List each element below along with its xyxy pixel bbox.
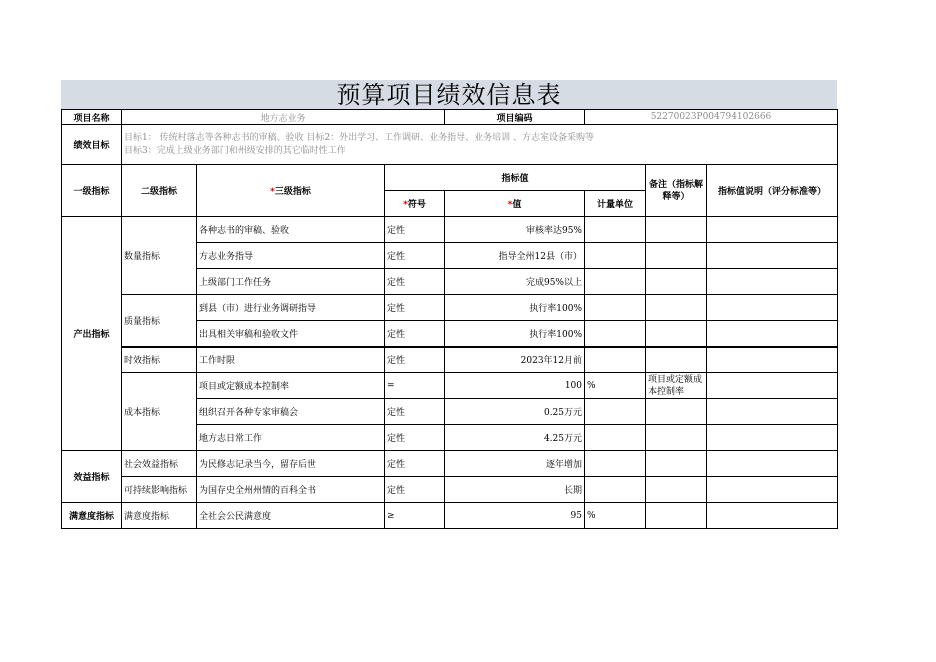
explain-cell[interactable] xyxy=(707,269,838,295)
remark-cell[interactable] xyxy=(646,399,707,425)
subgroup-timeliness: 时效指标 xyxy=(122,347,197,373)
level3-cell[interactable]: 工作时限 xyxy=(197,347,385,373)
goal-line-1: 目标1： 传统村落志等各种志书的审稿、验收 目标2：外出学习、工作调研、业务指导、业务培训 、方志室设备采购等 xyxy=(124,132,595,143)
goal-row xyxy=(62,125,838,165)
explain-cell[interactable] xyxy=(707,295,838,321)
symbol-cell[interactable]: ≥ xyxy=(385,503,445,529)
remark-cell[interactable] xyxy=(646,503,707,529)
value-cell[interactable]: 执行率100% xyxy=(445,295,585,321)
group-output: 产出指标 xyxy=(62,217,122,451)
value-cell[interactable]: 2023年12月前 xyxy=(445,347,585,373)
explain-cell[interactable] xyxy=(707,399,838,425)
explain-cell[interactable] xyxy=(707,347,838,373)
unit-cell[interactable] xyxy=(585,243,646,269)
header-level3: *三级指标 xyxy=(197,165,385,217)
project-row xyxy=(62,110,838,125)
symbol-cell[interactable]: 定性 xyxy=(385,451,445,477)
explain-cell[interactable] xyxy=(707,217,838,243)
table-row xyxy=(62,347,838,373)
unit-cell[interactable] xyxy=(585,477,646,503)
subgroup-social: 社会效益指标 xyxy=(122,451,197,477)
level3-cell[interactable]: 出具相关审稿和验收文件 xyxy=(197,321,385,347)
goal-label: 绩效目标 xyxy=(62,125,122,165)
goal-line-2: 目标3：完成上级业务部门和州级安排的其它临时性工作 xyxy=(124,145,346,156)
performance-table xyxy=(61,109,838,529)
subgroup-sustainable: 可持续影响指标 xyxy=(122,477,197,503)
goal-text[interactable] xyxy=(122,125,838,165)
header-symbol: *符号 xyxy=(385,191,445,217)
level3-cell[interactable]: 方志业务指导 xyxy=(197,243,385,269)
header-row-1 xyxy=(62,165,838,191)
unit-cell[interactable] xyxy=(585,451,646,477)
subgroup-satisfaction: 满意度指标 xyxy=(122,503,197,529)
explain-cell[interactable] xyxy=(707,373,838,399)
remark-cell[interactable] xyxy=(646,451,707,477)
level3-cell[interactable]: 上级部门工作任务 xyxy=(197,269,385,295)
required-star: * xyxy=(403,200,408,210)
value-cell[interactable]: 执行率100% xyxy=(445,321,585,347)
symbol-cell[interactable]: 定性 xyxy=(385,243,445,269)
project-name-value[interactable]: 地方志业务 xyxy=(122,110,445,125)
subgroup-cost: 成本指标 xyxy=(122,373,197,451)
remark-cell[interactable] xyxy=(646,477,707,503)
unit-cell[interactable] xyxy=(585,321,646,347)
required-star: * xyxy=(270,187,275,197)
header-value-group: 指标值 xyxy=(385,165,646,191)
symbol-cell[interactable]: 定性 xyxy=(385,295,445,321)
remark-cell[interactable] xyxy=(646,425,707,451)
value-cell[interactable]: 长期 xyxy=(445,477,585,503)
level3-cell[interactable]: 为国存史全州州情的百科全书 xyxy=(197,477,385,503)
explain-cell[interactable] xyxy=(707,425,838,451)
level3-cell[interactable]: 地方志日常工作 xyxy=(197,425,385,451)
value-cell[interactable]: 指导全州12县（市） xyxy=(445,243,585,269)
header-value: *值 xyxy=(445,191,585,217)
header-remark: 备注（指标解释等） xyxy=(646,165,707,217)
value-cell[interactable]: 95 xyxy=(445,503,585,529)
value-cell[interactable]: 审核率达95% xyxy=(445,217,585,243)
remark-cell[interactable] xyxy=(646,321,707,347)
project-code-label: 项目编码 xyxy=(445,110,585,125)
symbol-cell[interactable]: 定性 xyxy=(385,399,445,425)
sheet-title: 预算项目绩效信息表 xyxy=(61,80,837,109)
unit-cell[interactable]: % xyxy=(585,373,646,399)
unit-cell[interactable] xyxy=(585,295,646,321)
value-cell[interactable]: 逐年增加 xyxy=(445,451,585,477)
unit-cell[interactable]: % xyxy=(585,503,646,529)
symbol-cell[interactable]: 定性 xyxy=(385,477,445,503)
level3-cell[interactable]: 项目或定额成本控制率 xyxy=(197,373,385,399)
table-row xyxy=(62,295,838,321)
header-level1: 一级指标 xyxy=(62,165,122,217)
value-cell[interactable]: 4.25万元 xyxy=(445,425,585,451)
unit-cell[interactable] xyxy=(585,347,646,373)
performance-sheet xyxy=(61,80,837,529)
level3-cell[interactable]: 到县（市）进行业务调研指导 xyxy=(197,295,385,321)
level3-cell[interactable]: 各种志书的审稿、验收 xyxy=(197,217,385,243)
project-name-label: 项目名称 xyxy=(62,110,122,125)
symbol-cell[interactable]: = xyxy=(385,373,445,399)
header-explain: 指标值说明（评分标准等） xyxy=(707,165,838,217)
unit-cell[interactable] xyxy=(585,217,646,243)
level3-cell[interactable]: 全社会公民满意度 xyxy=(197,503,385,529)
symbol-cell[interactable]: 定性 xyxy=(385,347,445,373)
unit-cell[interactable] xyxy=(585,425,646,451)
group-satisfaction: 满意度指标 xyxy=(62,503,122,529)
remark-cell[interactable]: 项目或定额成本控制率 xyxy=(646,373,707,399)
group-benefit: 效益指标 xyxy=(62,451,122,503)
table-row xyxy=(62,503,838,529)
subgroup-quality: 质量指标 xyxy=(122,295,197,347)
explain-cell[interactable] xyxy=(707,477,838,503)
explain-cell[interactable] xyxy=(707,243,838,269)
subgroup-quantity: 数量指标 xyxy=(122,217,197,295)
level3-cell[interactable]: 组织召开各种专家审稿会 xyxy=(197,399,385,425)
symbol-cell[interactable]: 定性 xyxy=(385,321,445,347)
project-code-value[interactable]: 52270023P004794102666 xyxy=(585,110,838,125)
unit-cell[interactable] xyxy=(585,399,646,425)
remark-cell[interactable] xyxy=(646,347,707,373)
remark-cell[interactable] xyxy=(646,217,707,243)
header-unit: 计量单位 xyxy=(585,191,646,217)
table-row xyxy=(62,217,838,243)
value-cell[interactable]: 完成95%以上 xyxy=(445,269,585,295)
header-level2: 二级指标 xyxy=(122,165,197,217)
symbol-cell[interactable]: 定性 xyxy=(385,425,445,451)
explain-cell[interactable] xyxy=(707,503,838,529)
remark-cell[interactable] xyxy=(646,269,707,295)
table-row xyxy=(62,451,838,477)
required-star: * xyxy=(507,200,513,210)
value-cell[interactable]: 100 xyxy=(445,373,585,399)
value-cell[interactable]: 0.25万元 xyxy=(445,399,585,425)
explain-cell[interactable] xyxy=(707,321,838,347)
remark-cell[interactable] xyxy=(646,243,707,269)
explain-cell[interactable] xyxy=(707,451,838,477)
symbol-cell[interactable]: 定性 xyxy=(385,217,445,243)
level3-cell[interactable]: 为民修志记录当今，留存后世 xyxy=(197,451,385,477)
table-row xyxy=(62,373,838,399)
unit-cell[interactable] xyxy=(585,269,646,295)
symbol-cell[interactable]: 定性 xyxy=(385,269,445,295)
table-row xyxy=(62,477,838,503)
remark-cell[interactable] xyxy=(646,295,707,321)
